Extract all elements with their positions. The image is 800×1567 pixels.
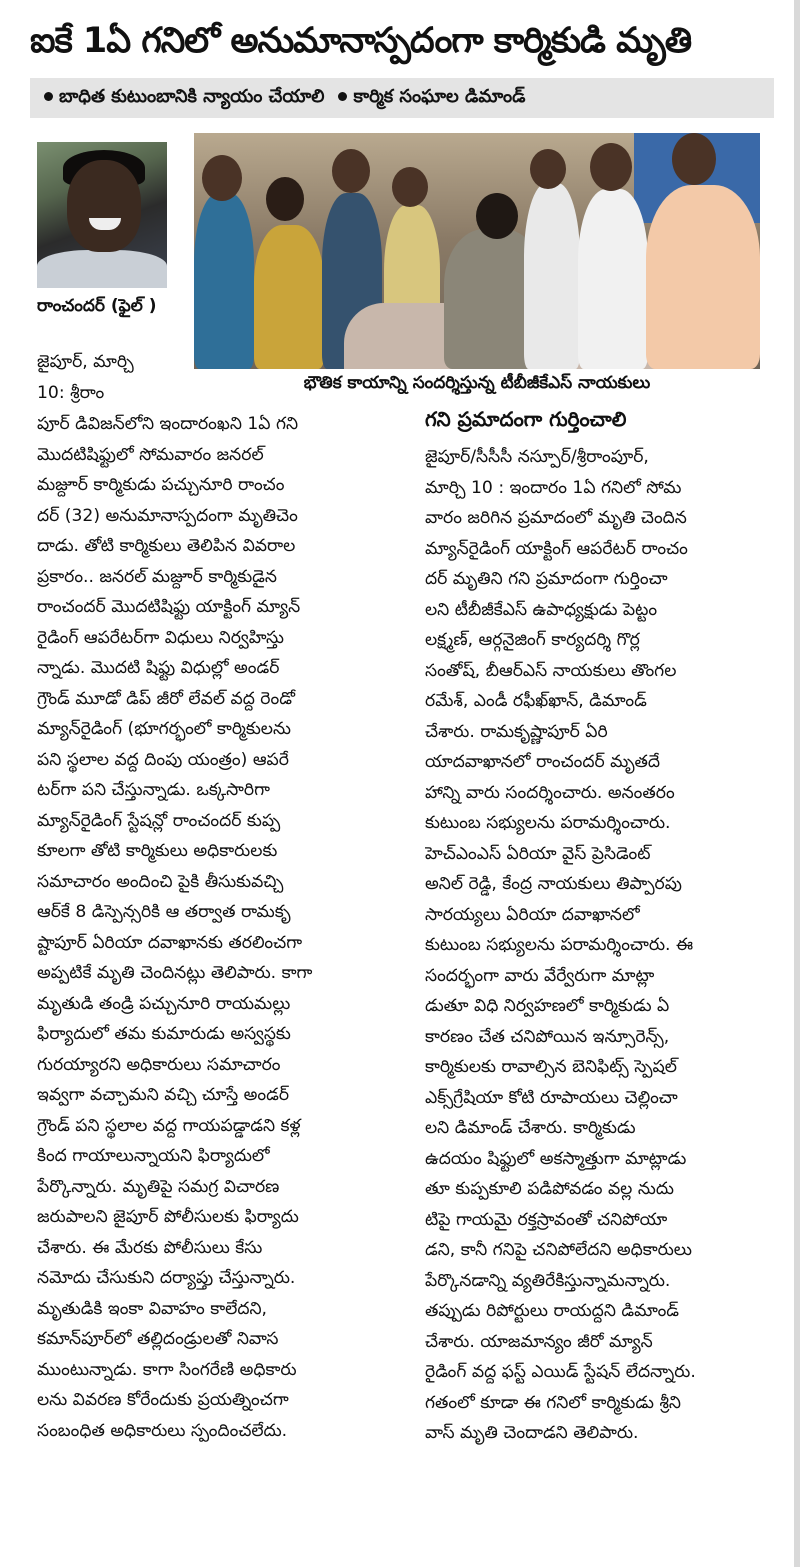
text-line: మజ్దూర్ కార్మికుడు పచ్చునూరి రాంచం — [37, 475, 285, 495]
text-line: సందర్భంగా వారు వేర్వేరుగా మాట్లా — [425, 965, 655, 986]
file-photo — [37, 142, 167, 288]
text-line: జరుపాలని జైపూర్ పోలీసులకు ఫిర్యాదు — [37, 1207, 299, 1227]
subhead-text: బాధిత కుటుంబానికి న్యాయం చేయాలి — [59, 85, 325, 107]
text-line: తప్పుడు రిపోర్టులు రాయద్దని డిమాండ్ — [425, 1301, 680, 1321]
text-line: ష్టాపూర్ ఏరియా దవాఖానకు తరలించగా — [37, 932, 303, 953]
text-line: ప్రకారం.. జనరల్ మజ్దూర్ కార్మికుడైన — [37, 566, 277, 587]
subhead-item — [338, 86, 525, 111]
text-line: సంబంధిత అధికారులు స్పందించలేదు. — [37, 1420, 288, 1441]
text-line: పేర్కొన్నారు. మృతిపై సమగ్ర విచారణ — [37, 1176, 280, 1197]
text-line: సారయ్యలు ఏరియా దవాఖానలో — [425, 904, 640, 925]
text-line: గతంలో కూడా ఈ గనిలో కార్మికుడు శ్రీని — [425, 1392, 681, 1413]
text-line: ఇవ్వగా వచ్చామని వచ్చి చూస్తే అండర్ — [37, 1085, 290, 1105]
text-line: పేర్కొనడాన్ని వ్యతిరేకిస్తున్నామన్నారు. — [425, 1270, 671, 1291]
text-line: ఎక్స్‌గ్రేషియా కోటి రూపాయలు చెల్లించా — [425, 1087, 678, 1108]
text-line: యాదవాఖానలో రాంచందర్ మృతదే — [425, 752, 661, 772]
text-line: మ్యాన్‌రైడింగ్ స్టేషన్లో రాంచందర్ కుప్ప — [37, 810, 281, 831]
text-line: చేశారు. ఈ మేరకు పోలీసులు కేసు — [37, 1237, 263, 1258]
main-photo — [194, 133, 760, 369]
column1-dateline — [37, 347, 189, 408]
text-line: టిపై గాయమై రక్తస్రావంతో చనిపోయా — [425, 1209, 668, 1230]
page-edge-divider — [794, 0, 800, 1567]
text-line: పని స్థలాల వద్ద దింపు యంత్రం) ఆపరే — [37, 749, 289, 770]
column2-heading: గని ప్రమాదంగా గుర్తించాలి — [425, 407, 627, 431]
text-line: జైపూర్/సీసీసీ నస్పూర్/శ్రీరాంపూర్, — [425, 447, 649, 467]
text-line: మొదటిషిఫ్టులో సోమవారం జనరల్ — [37, 444, 264, 465]
subhead-bar — [30, 78, 774, 118]
text-line: హాన్ని వారు సందర్శించారు. అనంతరం — [425, 782, 675, 803]
text-line: పూర్ డివిజన్‌లోని ఇందారంఖని 1ఏ గని — [37, 414, 299, 434]
text-line: ముంటున్నాడు. కాగా సింగరేణి అధికారు — [37, 1359, 297, 1380]
text-line: కుటుంబ సభ్యులను పరామర్శించారు. ఈ — [425, 935, 694, 955]
text-line: గ్రౌండ్ మూడో డిప్ జీరో లేవల్ వద్ద రెండో — [37, 688, 295, 709]
text-line: రైడింగ్ వద్ద ఫస్ట్ ఎయిడ్ స్టేషన్ లేదన్నారు. — [425, 1362, 696, 1382]
text-line: అనిల్ రెడ్డి, కేంద్ర నాయకులు తిప్పారపు — [425, 874, 682, 894]
bullet-icon — [44, 92, 53, 101]
headline: ఐకే 1ఏ గనిలో అనుమానాస్పదంగా కార్మికుడి మృతి — [30, 21, 692, 61]
text-line: ఆర్‌కే 8 డిస్పెన్సరికి ఆ తర్వాత రామకృ — [37, 902, 291, 922]
text-line: అప్పటికే మృతి చెందినట్లు తెలిపారు. కాగా — [37, 963, 313, 983]
text-line: దాడు. తోటి కార్మికులు తెలిపిన వివరాల — [37, 536, 296, 556]
text-line: సమాచారం అందించి పైకి తీసుకువచ్చి — [37, 871, 284, 892]
text-line: టర్‌గా పని చేస్తున్నాడు. ఒక్కసారిగా — [37, 780, 270, 800]
text-line: గ్రౌండ్ పని స్థలాల వద్ద గాయపడ్డాడని కళ్ల — [37, 1115, 301, 1136]
text-line: మ్యాన్‌రైడింగ్ (భూగర్భంలో కార్మికులను — [37, 719, 291, 739]
text-line: న్నాడు. మొదటి షిఫ్టు విధుల్లో అండర్ — [37, 658, 280, 678]
text-line: దర్ (32) అనుమానాస్పదంగా మృతిచెం — [37, 505, 298, 526]
text-line: వాస్ మృతి చెందాడని తెలిపారు. — [425, 1423, 639, 1443]
file-photo-caption: రాంచందర్ (ఫైల్ ) — [37, 296, 157, 316]
text-line: లను వివరణ కోరేందుకు ప్రయత్నించగా — [37, 1390, 289, 1410]
text-line: ఉదయం షిఫ్టులో అకస్మాత్తుగా మాట్లాడు — [425, 1148, 687, 1169]
text-line: జైపూర్, మార్చి — [37, 352, 134, 372]
text-line: సంతోష్, బీఆర్‌ఎస్ నాయకులు తొంగల — [425, 660, 677, 681]
text-line: కూలగా తోటి కార్మికులు అధికారులకు — [37, 841, 278, 861]
text-line: రైడింగ్ ఆపరేటర్‌గా విధులు నిర్వహిస్తు — [37, 627, 284, 648]
text-line: రమేశ్, ఎండీ రఫీఖ్‌ఖాన్, డిమాండ్ — [425, 691, 647, 711]
text-line: డని, కానీ గనిపై చనిపోలేదని అధికారులు — [425, 1240, 692, 1260]
subhead-text: కార్మిక సంఘాల డిమాండ్ — [353, 85, 526, 107]
text-line: కమాన్‌పూర్‌లో తల్లిదండ్రులతో నివాస — [37, 1329, 279, 1349]
main-photo-caption: భౌతిక కాయాన్ని సందర్శిస్తున్న టీబీజీకేఎస్ నాయకులు — [303, 373, 651, 393]
subhead-item — [44, 86, 324, 111]
text-line: లక్ష్మణ్, ఆర్గనైజింగ్ కార్యదర్శి గొర్ల — [425, 630, 640, 650]
text-line: వారం జరిగిన ప్రమాదంలో మృతి చెందిన — [425, 508, 687, 528]
text-line: కారణం చేత చనిపోయిన ఇన్సూరెన్స్, — [425, 1026, 670, 1047]
text-line: డుతూ విధి నిర్వహణలో కార్మికుడు ఏ — [425, 996, 670, 1016]
text-line: మృతుడి తండ్రి పచ్చునూరి రాయమల్లు — [37, 993, 291, 1014]
text-line: మార్చి 10 : ఇందారం 1ఏ గనిలో సోమ — [425, 477, 682, 498]
text-line: రాంచందర్ మొదటిషిఫ్టు యాక్టింగ్ మ్యాన్ — [37, 597, 301, 617]
text-line: కార్మికులకు రావాల్సిన బెనిఫిట్స్ స్పెషల్ — [425, 1057, 677, 1077]
text-line: కుటుంబ సభ్యులను పరామర్శించారు. — [425, 813, 671, 833]
text-line: లని డిమాండ్ చేశారు. కార్మికుడు — [425, 1118, 636, 1138]
column2-body — [425, 442, 777, 1449]
text-line: లని టీబీజీకేఎస్ ఉపాధ్యక్షుడు పెట్టం — [425, 599, 658, 620]
text-line: దర్ మృతిని గని ప్రమాదంగా గుర్తించా — [425, 569, 668, 589]
text-line: హెచ్‌ఎంఎస్ ఏరియా వైస్ ప్రెసిడెంట్ — [425, 843, 651, 864]
column1-body — [37, 409, 414, 1446]
text-line: తూ కుప్పకూలి పడిపోవడం వల్ల నుదు — [425, 1179, 674, 1199]
text-line: మ్యాన్‌రైడింగ్ యాక్టింగ్ ఆపరేటర్ రాంచం — [425, 538, 688, 559]
text-line: చేశారు. యాజమాన్యం జీరో మ్యాన్ — [425, 1331, 653, 1352]
text-line: చేశారు. రామకృష్ణాపూర్ ఏరి — [425, 721, 608, 742]
text-line: నమోదు చేసుకుని దర్యాప్తు చేస్తున్నారు. — [37, 1268, 296, 1288]
text-line: మృతుడికి ఇంకా వివాహం కాలేదని, — [37, 1298, 267, 1319]
bullet-icon — [338, 92, 347, 101]
text-line: గురయ్యారని అధికారులు సమాచారం — [37, 1054, 281, 1075]
text-line: కింద గాయాలున్నాయని ఫిర్యాదులో — [37, 1146, 270, 1166]
text-line: 10: శ్రీరాం — [37, 382, 105, 403]
text-line: ఫిర్యాదులో తమ కుమారుడు అస్వస్థకు — [37, 1024, 291, 1044]
